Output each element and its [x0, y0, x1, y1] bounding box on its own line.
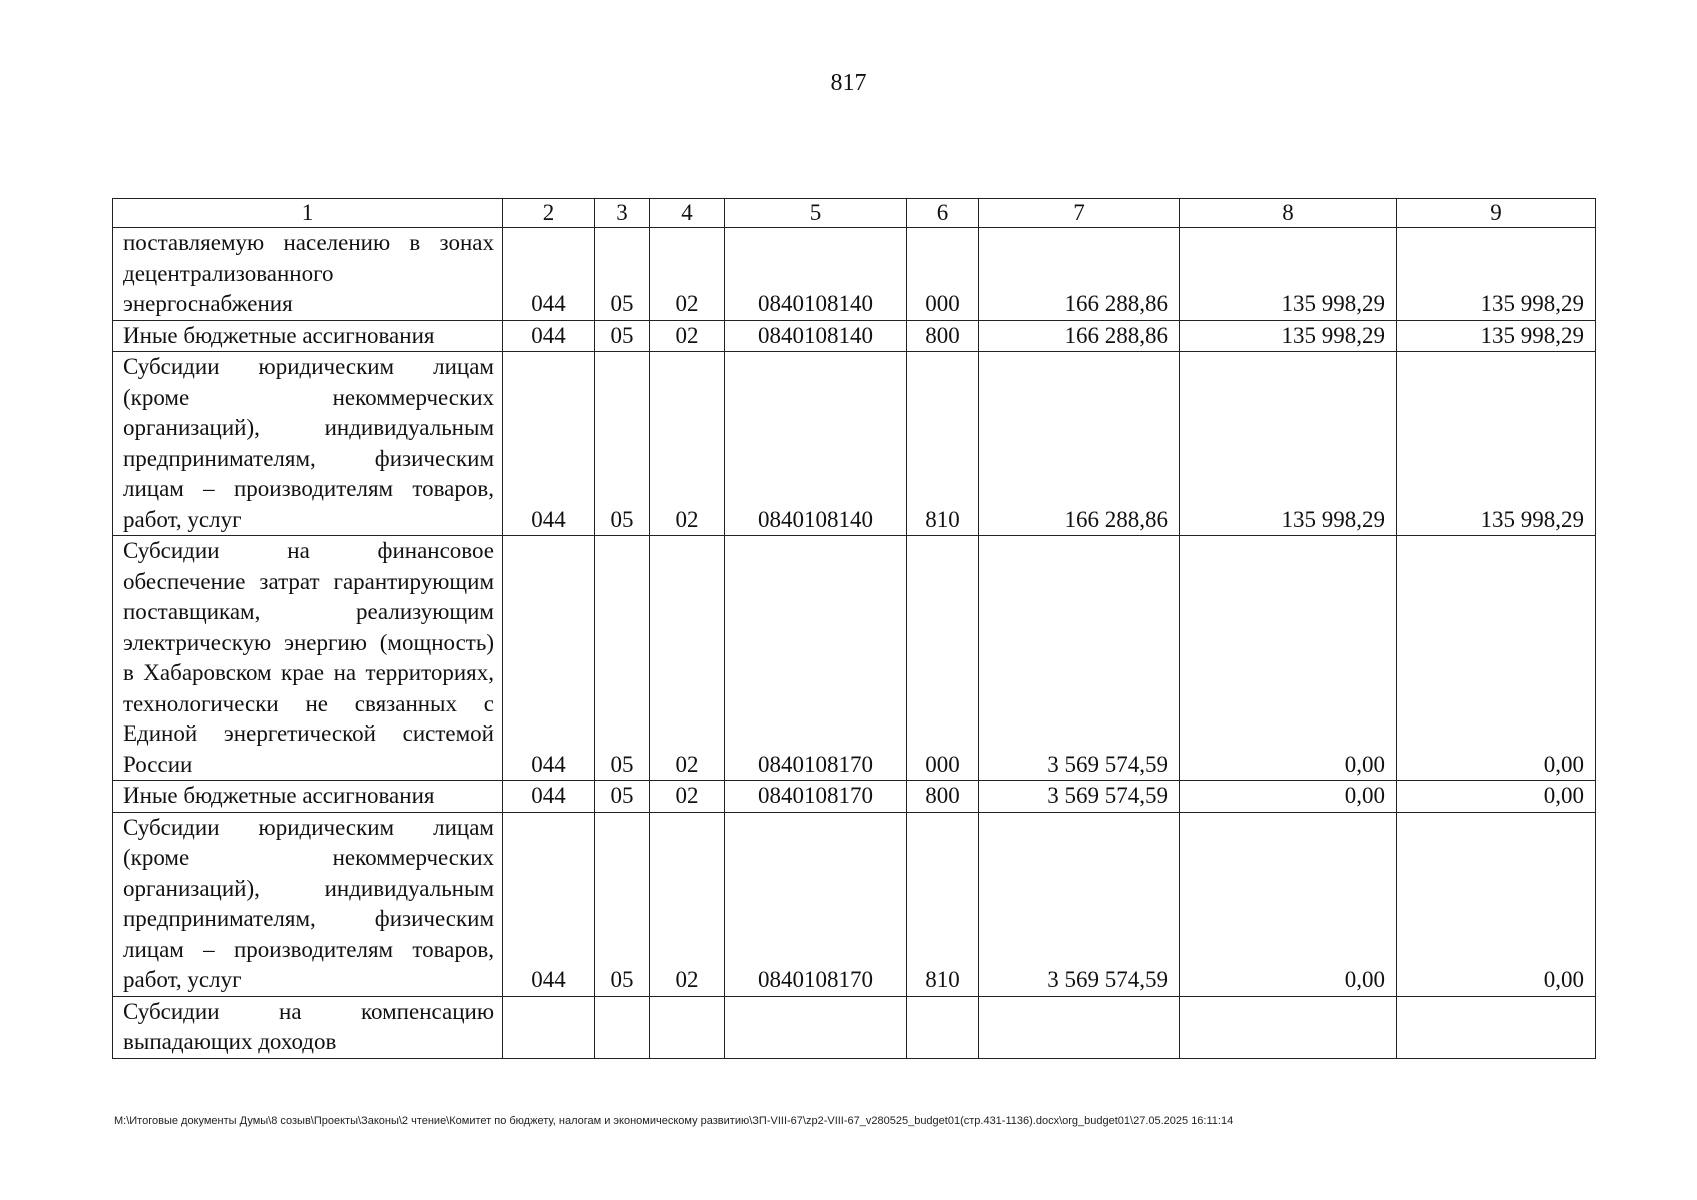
target-article-code: 0840108140	[725, 228, 907, 321]
amount-col9: 135 998,29	[1397, 320, 1596, 352]
table-row	[113, 781, 1596, 813]
ved-code: 044	[503, 320, 595, 352]
ved-code: 044	[503, 352, 595, 536]
subsection-code: 02	[650, 228, 725, 321]
target-article-code	[725, 996, 907, 1058]
column-header: 6	[907, 199, 979, 228]
target-article-code: 0840108140	[725, 352, 907, 536]
subsection-code: 02	[650, 536, 725, 781]
file-path-footer: M:\Итоговые документы Думы\8 созыв\Проекты\Законы\2 чтение\Комитет по бюджету, налогам и экономическому развитию\ЗП-VIII-67\zp2-VIII-67_v280525_budget01(стр.431-1136).docx\org_budget01\27.05.2025 16:11:14	[114, 1115, 1234, 1127]
amount-col7: 166 288,86	[979, 320, 1180, 352]
expense-type-code: 000	[907, 228, 979, 321]
amount-col9: 135 998,29	[1397, 352, 1596, 536]
section-code: 05	[595, 352, 650, 536]
ved-code	[503, 996, 595, 1058]
expense-type-code: 800	[907, 781, 979, 813]
subsection-code	[650, 996, 725, 1058]
column-header: 9	[1397, 199, 1596, 228]
amount-col9	[1397, 996, 1596, 1058]
amount-col9: 0,00	[1397, 812, 1596, 996]
amount-col7: 166 288,86	[979, 228, 1180, 321]
amount-col8: 135 998,29	[1180, 228, 1397, 321]
table-row	[113, 812, 1596, 996]
ved-code: 044	[503, 228, 595, 321]
amount-col7: 3 569 574,59	[979, 781, 1180, 813]
table-row	[113, 320, 1596, 352]
column-header: 8	[1180, 199, 1397, 228]
row-name: Субсидии юридическим лицам (кроме некоммерческих организаций), индивидуальным предпринимателям, физическим лицам – производителям товаров, работ, услуг	[113, 812, 503, 996]
amount-col7: 166 288,86	[979, 352, 1180, 536]
amount-col9: 0,00	[1397, 781, 1596, 813]
table-row	[113, 352, 1596, 536]
section-code: 05	[595, 812, 650, 996]
row-name: Иные бюджетные ассигнования	[113, 781, 503, 813]
subsection-code: 02	[650, 812, 725, 996]
amount-col8: 0,00	[1180, 536, 1397, 781]
expense-type-code: 810	[907, 812, 979, 996]
target-article-code: 0840108170	[725, 812, 907, 996]
amount-col9: 135 998,29	[1397, 228, 1596, 321]
row-name: Субсидии на финансовое обеспечение затрат гарантирующим поставщикам, реализующим электрическую энергию (мощность) в Хабаровском крае на территориях, технологически не связанных с Единой энергетической системой России	[113, 536, 503, 781]
target-article-code: 0840108170	[725, 536, 907, 781]
amount-col8	[1180, 996, 1397, 1058]
row-name: Субсидии юридическим лицам (кроме некоммерческих организаций), индивидуальным предпринимателям, физическим лицам – производителям товаров, работ, услуг	[113, 352, 503, 536]
row-name: Субсидии на компенсацию выпадающих доходов	[113, 996, 503, 1058]
amount-col7	[979, 996, 1180, 1058]
amount-col8: 0,00	[1180, 781, 1397, 813]
section-code: 05	[595, 536, 650, 781]
ved-code: 044	[503, 812, 595, 996]
table-header-row	[113, 199, 1596, 228]
subsection-code: 02	[650, 352, 725, 536]
row-name: поставляемую населению в зонах децентрализованного энергоснабжения	[113, 228, 503, 321]
table-row	[113, 536, 1596, 781]
table-row	[113, 996, 1596, 1058]
target-article-code: 0840108170	[725, 781, 907, 813]
ved-code: 044	[503, 536, 595, 781]
amount-col8: 135 998,29	[1180, 320, 1397, 352]
amount-col8: 0,00	[1180, 812, 1397, 996]
amount-col8: 135 998,29	[1180, 352, 1397, 536]
amount-col7: 3 569 574,59	[979, 536, 1180, 781]
column-header: 4	[650, 199, 725, 228]
section-code	[595, 996, 650, 1058]
column-header: 7	[979, 199, 1180, 228]
column-header: 3	[595, 199, 650, 228]
ved-code: 044	[503, 781, 595, 813]
table-row	[113, 228, 1596, 321]
section-code: 05	[595, 781, 650, 813]
column-header: 2	[503, 199, 595, 228]
page-number: 817	[830, 70, 867, 96]
expense-type-code	[907, 996, 979, 1058]
expense-type-code: 800	[907, 320, 979, 352]
column-header: 1	[113, 199, 503, 228]
amount-col9: 0,00	[1397, 536, 1596, 781]
section-code: 05	[595, 320, 650, 352]
amount-col7: 3 569 574,59	[979, 812, 1180, 996]
subsection-code: 02	[650, 781, 725, 813]
section-code: 05	[595, 228, 650, 321]
column-header: 5	[725, 199, 907, 228]
expense-type-code: 000	[907, 536, 979, 781]
subsection-code: 02	[650, 320, 725, 352]
target-article-code: 0840108140	[725, 320, 907, 352]
expense-type-code: 810	[907, 352, 979, 536]
budget-table	[112, 198, 1596, 1059]
row-name: Иные бюджетные ассигнования	[113, 320, 503, 352]
